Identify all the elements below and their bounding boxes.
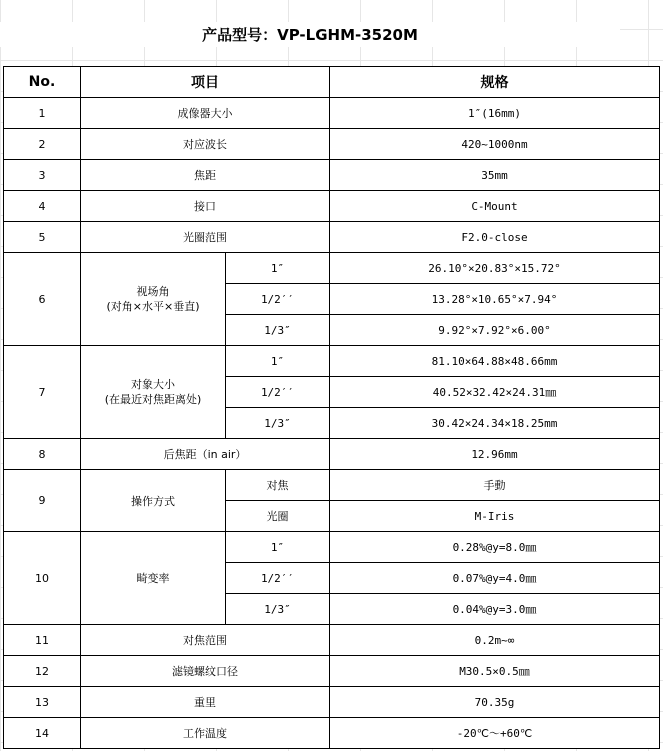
table-row	[4, 129, 660, 160]
row-no: 1	[4, 98, 81, 129]
row-spec: 0.04%@y=3.0㎜	[330, 594, 660, 625]
row-no: 5	[4, 222, 81, 253]
product-model-title: 产品型号：VP-LGHM-3520M	[0, 22, 620, 47]
sub-label: 1″	[226, 253, 330, 284]
table-row	[4, 439, 660, 470]
row-item: 重里	[81, 687, 330, 718]
row-no: 2	[4, 129, 81, 160]
row-item: 滤镜螺纹口径	[81, 656, 330, 687]
row-spec: 26.10°×20.83°×15.72°	[330, 253, 660, 284]
row-spec: -20℃～+60℃	[330, 718, 660, 749]
table-row	[4, 656, 660, 687]
row-spec: 81.10×64.88×48.66mm	[330, 346, 660, 377]
table-row	[4, 253, 660, 284]
sub-label: 1/2′′	[226, 284, 330, 315]
sub-label: 1/3″	[226, 408, 330, 439]
row-no: 7	[4, 346, 81, 439]
table-row	[4, 625, 660, 656]
table-row	[4, 470, 660, 501]
row-no: 4	[4, 191, 81, 222]
row-no: 13	[4, 687, 81, 718]
row-item: 光圈范围	[81, 222, 330, 253]
table-row	[4, 718, 660, 749]
table-header-row	[4, 67, 660, 98]
sub-label: 1″	[226, 532, 330, 563]
row-spec: M-Iris	[330, 501, 660, 532]
row-spec: 70.35g	[330, 687, 660, 718]
spec-table	[3, 66, 660, 749]
table-row	[4, 98, 660, 129]
sub-label: 1/2′′	[226, 377, 330, 408]
row-no: 6	[4, 253, 81, 346]
row-no: 11	[4, 625, 81, 656]
sub-label: 1/3″	[226, 315, 330, 346]
row-item: 工作温度	[81, 718, 330, 749]
row-item-note: (对角×水平×垂直)	[106, 300, 200, 313]
row-item: 焦距	[81, 160, 330, 191]
row-spec: 手動	[330, 470, 660, 501]
header-no: No.	[4, 67, 81, 98]
row-spec: 420~1000nm	[330, 129, 660, 160]
row-item: 成像器大小	[81, 98, 330, 129]
sub-label: 1″	[226, 346, 330, 377]
row-spec: M30.5×0.5㎜	[330, 656, 660, 687]
row-spec: 9.92°×7.92°×6.00°	[330, 315, 660, 346]
row-no: 8	[4, 439, 81, 470]
header-spec: 规格	[330, 67, 660, 98]
row-item: 操作方式	[81, 470, 226, 532]
row-no: 9	[4, 470, 81, 532]
row-no: 12	[4, 656, 81, 687]
row-spec: 13.28°×10.65°×7.94°	[330, 284, 660, 315]
row-spec: 0.28%@y=8.0㎜	[330, 532, 660, 563]
sub-label: 对焦	[226, 470, 330, 501]
header-item: 项目	[81, 67, 330, 98]
table-row	[4, 222, 660, 253]
row-item: 接口	[81, 191, 330, 222]
row-item: 畸变率	[81, 532, 226, 625]
row-item: 后焦距（in air）	[81, 439, 330, 470]
row-spec: 35mm	[330, 160, 660, 191]
row-spec: C-Mount	[330, 191, 660, 222]
row-no: 10	[4, 532, 81, 625]
row-no: 3	[4, 160, 81, 191]
row-no: 14	[4, 718, 81, 749]
row-spec: 40.52×32.42×24.31㎜	[330, 377, 660, 408]
sub-label: 1/3″	[226, 594, 330, 625]
row-item: 对象大小	[131, 378, 175, 391]
row-item-group	[81, 253, 226, 346]
sub-label: 1/2′′	[226, 563, 330, 594]
table-row	[4, 687, 660, 718]
table-row	[4, 191, 660, 222]
row-item: 视场角	[136, 285, 170, 298]
row-item-group	[81, 346, 226, 439]
sub-label: 光圈	[226, 501, 330, 532]
table-row	[4, 160, 660, 191]
row-item-note: (在最近对焦距离处)	[104, 393, 202, 406]
row-item: 对焦范围	[81, 625, 330, 656]
row-spec: 30.42×24.34×18.25mm	[330, 408, 660, 439]
row-spec: 12.96mm	[330, 439, 660, 470]
row-spec: 0.2m~∞	[330, 625, 660, 656]
row-spec: F2.0-close	[330, 222, 660, 253]
table-row	[4, 346, 660, 377]
row-spec: 1″(16mm)	[330, 98, 660, 129]
table-row	[4, 532, 660, 563]
row-spec: 0.07%@y=4.0㎜	[330, 563, 660, 594]
row-item: 对应波长	[81, 129, 330, 160]
